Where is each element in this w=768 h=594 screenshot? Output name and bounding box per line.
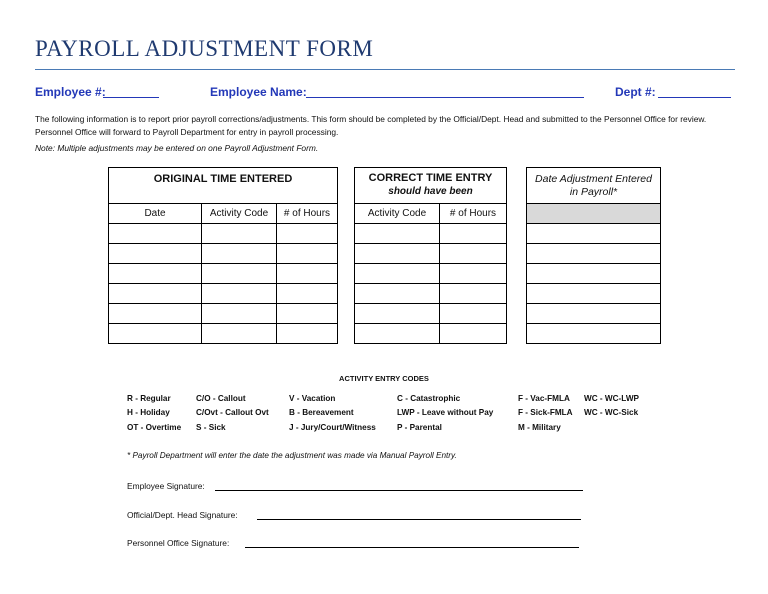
table-row	[109, 324, 338, 344]
original-table-title: ORIGINAL TIME ENTERED	[153, 173, 293, 185]
table-cell[interactable]	[109, 304, 202, 324]
table-cell[interactable]	[440, 244, 507, 264]
code-item: C/O - Callout	[196, 394, 246, 403]
original-table-header	[108, 167, 338, 203]
code-item: C/Ovt - Callout Ovt	[196, 408, 269, 417]
table-cell[interactable]	[355, 324, 440, 344]
employee-number-field[interactable]	[103, 97, 159, 98]
table-cell[interactable]	[109, 224, 202, 244]
table-cell[interactable]	[277, 284, 338, 304]
employee-name-label: Employee Name:	[210, 85, 307, 99]
correct-time-table	[354, 203, 507, 344]
original-time-table	[108, 203, 338, 344]
table-cell[interactable]	[109, 324, 202, 344]
column-header: # of Hours	[277, 204, 338, 224]
code-item: OT - Overtime	[127, 423, 182, 432]
personnel-signature-label: Personnel Office Signature:	[127, 538, 230, 548]
correct-table-title: CORRECT TIME ENTRY	[368, 172, 493, 184]
official-signature-field[interactable]	[257, 519, 581, 520]
table-cell[interactable]	[109, 284, 202, 304]
adjustment-date-table	[526, 203, 661, 344]
table-row	[355, 244, 507, 264]
table-cell[interactable]	[355, 304, 440, 324]
correct-table-header	[354, 167, 507, 203]
table-row	[109, 304, 338, 324]
table-cell[interactable]	[440, 324, 507, 344]
table-row	[109, 284, 338, 304]
title-divider	[35, 69, 735, 70]
table-cell[interactable]	[202, 304, 277, 324]
column-header: Activity Code	[355, 204, 440, 224]
table-cell[interactable]	[109, 264, 202, 284]
table-cell[interactable]	[355, 264, 440, 284]
table-cell[interactable]	[277, 224, 338, 244]
table-row	[109, 224, 338, 244]
table-cell[interactable]	[277, 304, 338, 324]
correct-table-subtitle: should have been	[388, 186, 473, 197]
table-row	[355, 284, 507, 304]
personnel-signature-field[interactable]	[245, 547, 579, 548]
code-item: S - Sick	[196, 423, 226, 432]
intro-paragraph: The following information is to report prior payroll corrections/adjustments. This form should be completed by the Official/Dept. Head and submitted to the Personnel Office for review. Personnel Office will forward to Payroll Department for entry in payroll processing.	[35, 114, 707, 137]
table-row	[527, 244, 661, 264]
dept-number-label: Dept #:	[615, 85, 656, 99]
code-item: WC - WC-Sick	[584, 408, 639, 417]
table-cell[interactable]	[277, 244, 338, 264]
code-item: C - Catastrophic	[397, 394, 461, 403]
table-cell[interactable]	[202, 224, 277, 244]
table-cell[interactable]	[527, 324, 661, 344]
column-header: # of Hours	[440, 204, 507, 224]
table-cell[interactable]	[527, 284, 661, 304]
employee-signature-label: Employee Signature:	[127, 481, 205, 491]
table-row	[109, 244, 338, 264]
table-row	[109, 264, 338, 284]
activity-codes-title: ACTIVITY ENTRY CODES	[339, 374, 429, 383]
table-cell[interactable]	[202, 324, 277, 344]
table-cell[interactable]	[202, 244, 277, 264]
adjustment-table-header	[526, 167, 661, 203]
table-cell[interactable]	[355, 244, 440, 264]
table-cell[interactable]	[527, 244, 661, 264]
table-cell[interactable]	[202, 264, 277, 284]
table-cell[interactable]	[440, 304, 507, 324]
table-row	[527, 284, 661, 304]
table-cell[interactable]	[277, 324, 338, 344]
employee-signature-field[interactable]	[215, 490, 583, 491]
column-header: Date	[109, 204, 202, 224]
form-title: PAYROLL ADJUSTMENT FORM	[35, 36, 374, 61]
table-row	[527, 324, 661, 344]
code-item: J - Jury/Court/Witness	[289, 423, 376, 432]
adjustment-title-line1: Date Adjustment Entered	[535, 173, 652, 185]
table-row	[355, 304, 507, 324]
table-row	[527, 264, 661, 284]
code-item: M - Military	[518, 423, 561, 432]
code-item: WC - WC-LWP	[584, 394, 640, 403]
table-cell[interactable]	[440, 284, 507, 304]
employee-number-label: Employee #:	[35, 85, 106, 99]
code-item: B - Bereavement	[289, 408, 354, 417]
employee-name-field[interactable]	[306, 97, 584, 98]
code-item: LWP - Leave without Pay	[397, 408, 494, 417]
dept-number-field[interactable]	[658, 97, 731, 98]
adjustment-title-line2: in Payroll*	[569, 186, 618, 198]
code-item: P - Parental	[397, 423, 442, 432]
footnote: * Payroll Department will enter the date the adjustment was made via Manual Payroll Entry.	[127, 451, 457, 460]
note-text: Note: Multiple adjustments may be entered on one Payroll Adjustment Form.	[35, 143, 319, 153]
code-item: V - Vacation	[289, 394, 336, 403]
table-row	[527, 304, 661, 324]
table-cell[interactable]	[527, 304, 661, 324]
table-cell[interactable]	[277, 264, 338, 284]
column-header: Activity Code	[202, 204, 277, 224]
table-row	[355, 264, 507, 284]
table-row	[355, 324, 507, 344]
table-cell[interactable]	[202, 284, 277, 304]
table-cell[interactable]	[440, 264, 507, 284]
official-signature-label: Official/Dept. Head Signature:	[127, 510, 238, 520]
table-cell[interactable]	[440, 224, 507, 244]
code-item: F - Vac-FMLA	[518, 394, 570, 403]
table-cell[interactable]	[355, 284, 440, 304]
table-row	[527, 224, 661, 244]
code-item: H - Holiday	[127, 408, 170, 417]
table-cell[interactable]	[527, 264, 661, 284]
table-cell[interactable]	[355, 224, 440, 244]
code-item: R - Regular	[127, 394, 171, 403]
shaded-header-cell	[527, 204, 661, 224]
table-cell[interactable]	[527, 224, 661, 244]
table-cell[interactable]	[109, 244, 202, 264]
table-row	[355, 224, 507, 244]
code-item: F - Sick-FMLA	[518, 408, 573, 417]
